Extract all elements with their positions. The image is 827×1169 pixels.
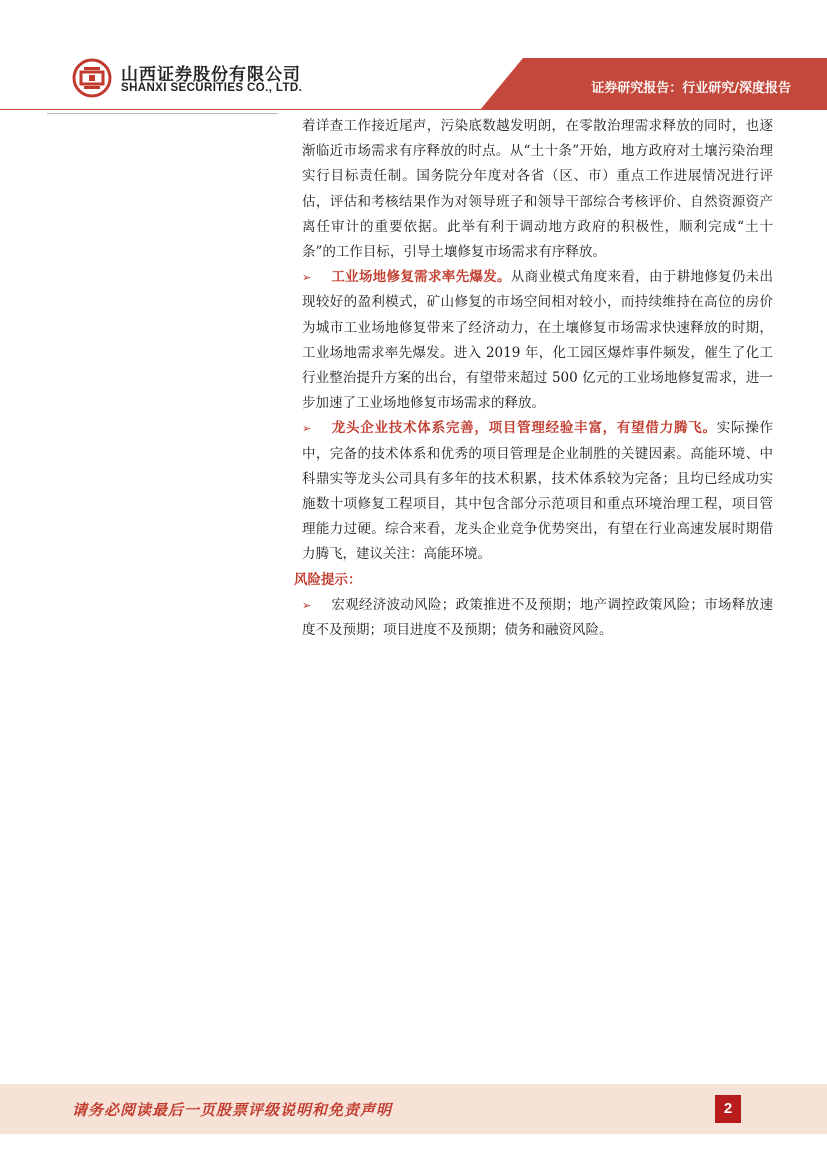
bullet-text: 实际操作中，完备的技术体系和优秀的项目管理是企业制胜的关键因素。高能环境、中科鼎实等龙头公司具有多年的技术积累，技术体系较为完备；且均已经成功实施数十项修复工程项目，其中包含部分示范项目和重点环境治理工程，项目管理能力过硬。综合来看，龙头企业竞争优势突出，有望在行业高速发展时期借力腾飞，建议关注：高能环境。 bbox=[302, 420, 774, 563]
disclaimer-notice: 请务必阅读最后一页股票评级说明和免责声明 bbox=[72, 1101, 393, 1119]
risk-heading: 风险提示： bbox=[294, 571, 362, 588]
bullet-text: 从商业模式角度来看，由于耕地修复仍未出现较好的盈利模式，矿山修复的市场空间相对较小，而持续维持在高位的房价为城市工业场地修复带来了经济动力，在土壤修复市场需求快速释放的时期，工业场地需求率先爆发。进入 2019 年，化工园区爆炸事件频发，催生了化工行业整治提升方案的出台，有望带来超过 500 亿元的工业场地修复需求，进一步加速了工业场地修复市场需求的释放。 bbox=[302, 269, 773, 412]
bullet-title: 龙头企业技术体系完善，项目管理经验丰富，有望借力腾飞。 bbox=[331, 420, 717, 437]
bullet-industrial-sites: ➢ 工业场地修复需求率先爆发。从商业模式角度来看，由于耕地修复仍未出现较好的盈利模式，矿山修复的市场空间相对较小，而持续维持在高位的房价为城市工业场地修复带来了经济动力，在土壤修复市场需求快速释放的时期，工业场地需求率先爆发。进入 2019 年，化工园区爆炸事件频发，催生了化工行业整治提升方案的出台，有望带来超过 500 亿元的工业场地修复需求，进一步加速了工业场地修复市场需求的释放。 bbox=[302, 269, 773, 412]
report-body bbox=[294, 114, 774, 643]
bullet-title: 工业场地修复需求率先爆发。 bbox=[331, 269, 511, 286]
sidebar-divider bbox=[47, 113, 278, 114]
page-header bbox=[0, 0, 827, 112]
bullet-text: 宏观经济波动风险；政策推进不及预期；地产调控政策风险；市场释放速度不及预期；项目进度不及预期；债务和融资风险。 bbox=[302, 596, 773, 639]
paragraph-soil-policy: 着详查工作接近尾声，污染底数越发明朗，在零散治理需求释放的同时，也逐渐临近市场需求有序释放的时点。从“土十条”开始，地方政府对土壤污染治理实行目标责任制。国务院分年度对各省（区、市）重点工作进展情况进行评估，评估和考核结果作为对领导班子和领导干部综合考核评价、自然资源资产离任审计的重要依据。此举有利于调动地方政府的积极性，顺利完成“土十条”的工作目标，引导土壤修复市场需求有序释放。 bbox=[302, 118, 773, 261]
bullet-risks: ➢ 宏观经济波动风险；政策推进不及预期；地产调控政策风险；市场释放速度不及预期；项目进度不及预期；债务和融资风险。 bbox=[302, 596, 773, 639]
report-type-tag: 证券研究报告：行业研究/深度报告 bbox=[591, 81, 791, 96]
shanxi-securities-logo-icon bbox=[72, 58, 112, 98]
company-name-en: SHANXI SECURITIES CO., LTD. bbox=[121, 82, 303, 94]
bullet-leading-companies: ➢ 龙头企业技术体系完善，项目管理经验丰富，有望借力腾飞。实际操作中，完备的技术体系和优秀的项目管理是企业制胜的关键因素。高能环境、中科鼎实等龙头公司具有多年的技术积累，技术体系较为完备；且均已经成功实施数十项修复工程项目，其中包含部分示范项目和重点环境治理工程，项目管理能力过硬。综合来看，龙头企业竞争优势突出，有望在行业高速发展时期借力腾飞，建议关注：高能环境。 bbox=[302, 420, 774, 563]
page-number-badge: 2 bbox=[715, 1095, 741, 1123]
company-name-cn: 山西证券股份有限公司 bbox=[121, 65, 301, 85]
